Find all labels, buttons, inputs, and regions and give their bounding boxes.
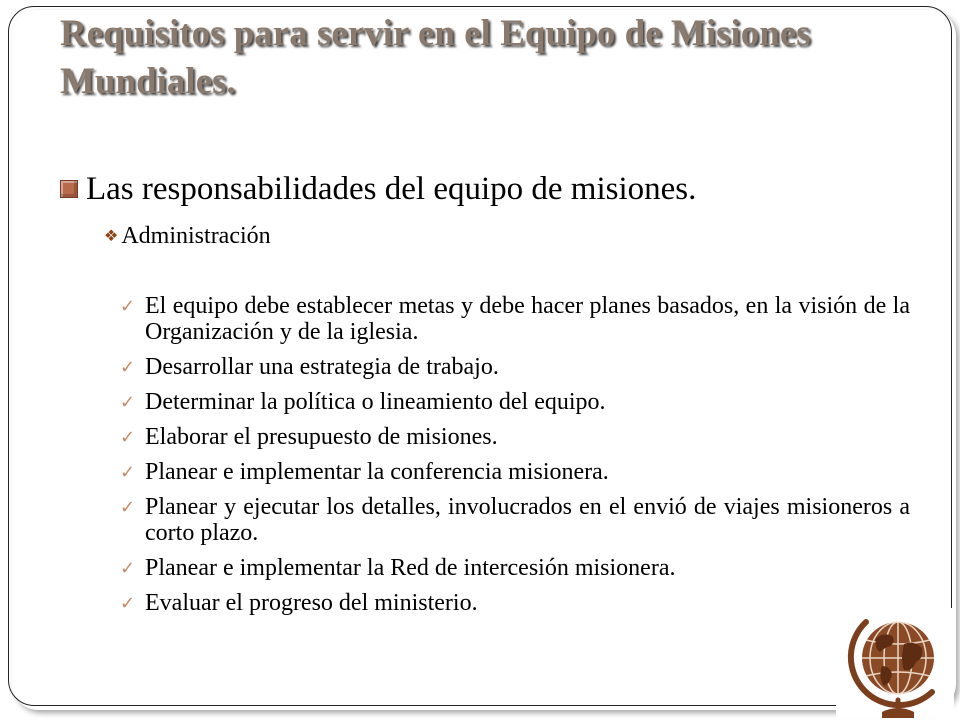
checkmark-icon: ✓ (120, 462, 136, 483)
slide-title: Requisitos para servir en el Equipo de Misiones Mundiales. (60, 13, 811, 102)
globe-logo (836, 608, 954, 718)
checkmark-icon: ✓ (120, 392, 136, 413)
list-item: ✓ El equipo debe establecer metas y debe hacer planes basados, en la visión de la Organización y de la iglesia. (120, 293, 910, 345)
level1-text: Las responsabilidades del equipo de misiones. (86, 171, 697, 207)
level1-bullet-item (60, 168, 920, 210)
list-item: ✓ Desarrollar una estrategia de trabajo. (120, 354, 499, 380)
checkmark-icon: ✓ (120, 357, 136, 378)
checkmark-icon: ✓ (120, 497, 136, 518)
list-item: ✓ Evaluar el progreso del ministerio. (120, 590, 478, 616)
list-item: ✓ Planear e implementar la conferencia misionera. (120, 459, 609, 485)
responsibility-list (120, 293, 910, 625)
list-item: ✓ Elaborar el presupuesto de misiones. (120, 424, 498, 450)
square-bullet-icon (60, 180, 78, 198)
level2-bullet-item (104, 220, 271, 253)
checkmark-icon: ✓ (120, 427, 136, 448)
checkmark-icon: ✓ (120, 296, 136, 317)
checkmark-icon: ✓ (120, 593, 136, 614)
list-item: ✓ Planear e implementar la Red de intercesión misionera. (120, 555, 676, 581)
list-item: ✓ Planear y ejecutar los detalles, involucrados en el envió de viajes misioneros a corto plazo. (120, 494, 910, 546)
diamond-bullet-icon: ❖ (104, 228, 119, 245)
level2-text: Administración (121, 223, 271, 249)
list-item: ✓ Determinar la política o lineamiento del equipo. (120, 389, 606, 415)
checkmark-icon: ✓ (120, 558, 136, 579)
